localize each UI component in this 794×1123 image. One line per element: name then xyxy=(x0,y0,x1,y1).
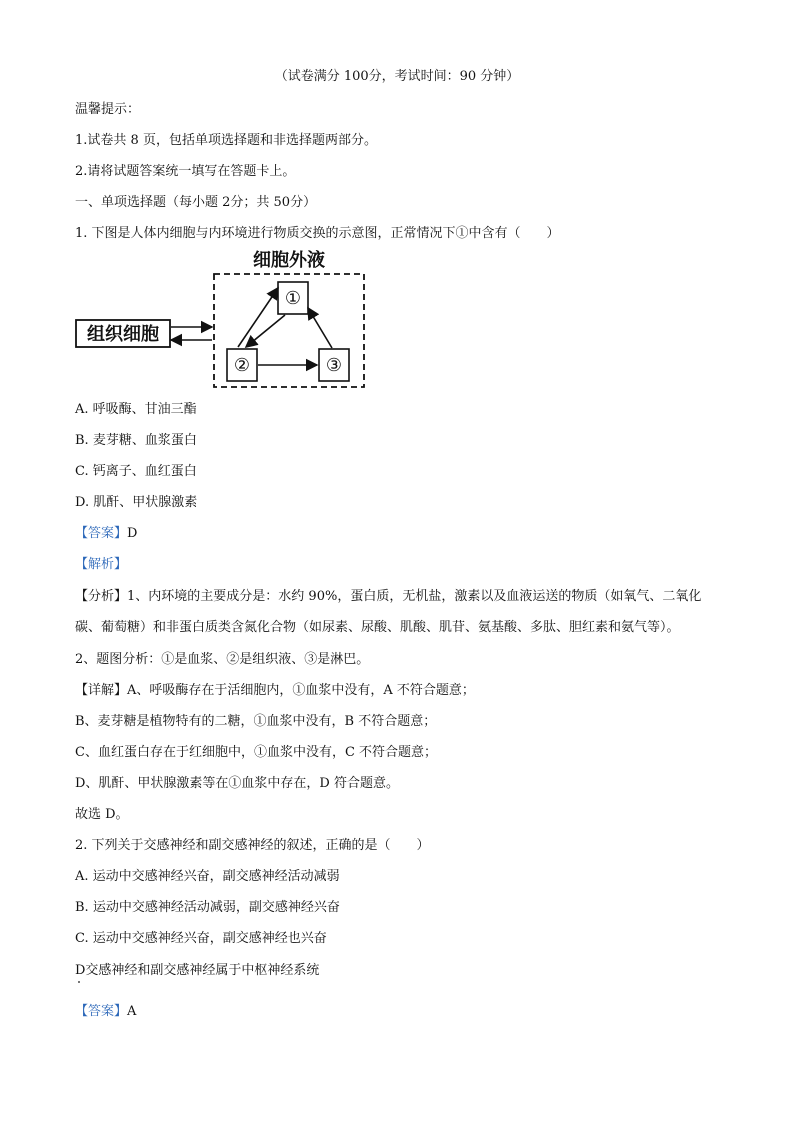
arrow-1-to-2 xyxy=(246,315,285,347)
node-1-label: ① xyxy=(284,288,302,309)
answer-value: D xyxy=(127,526,138,541)
q1-detail-a xyxy=(75,682,475,700)
q1-answer xyxy=(75,525,137,543)
q1-figure-analysis: 2、题图分析：①是血浆、②是组织液、③是淋巴。 xyxy=(75,652,370,667)
answer-tag: 【答案】 xyxy=(75,1004,128,1019)
q2-option-c: C. 运动中交感神经兴奋，副交感神经也兴奋 xyxy=(75,931,327,946)
exam-info: （试卷满分 100分，考试时间：90 分钟） xyxy=(274,69,520,84)
tip-item: 1.试卷共 8 页，包括单项选择题和非选择题两部分。 xyxy=(75,133,377,148)
tips-heading: 温馨提示： xyxy=(75,102,141,117)
fenxi-tag: 【分析】 xyxy=(75,589,128,604)
q1-fenxi xyxy=(75,581,725,643)
q2-stem: 2. 下列关于交感神经和副交感神经的叙述，正确的是（ ） xyxy=(75,838,430,853)
q1-option-c: C. 钙离子、血红蛋白 xyxy=(75,464,197,479)
q1-option-d: D. 肌酐、甲状腺激素 xyxy=(75,495,198,510)
q1-analysis-tag xyxy=(75,556,127,574)
q2-option-b: B. 运动中交感神经活动减弱，副交感神经兴奋 xyxy=(75,900,340,915)
answer-tag: 【答案】 xyxy=(75,526,128,541)
q2-answer xyxy=(75,1003,136,1021)
arrow-3-to-1 xyxy=(308,308,332,348)
section-title: 一、单项选择题（每小题 2分；共 50分） xyxy=(75,195,317,210)
q2-option-d: D交感神经和副交感神经属于中枢神经系统 xyxy=(75,963,320,978)
detail-a-text: A、呼吸酶存在于活细胞内，①血浆中没有，A 不符合题意； xyxy=(127,683,475,698)
tissue-cell-label: 组织细胞 xyxy=(87,324,159,345)
q1-stem: 1. 下图是人体内细胞与内环境进行物质交换的示意图，正常情况下①中含有（ ） xyxy=(75,226,560,241)
analysis-tag: 【解析】 xyxy=(75,557,128,572)
node-3-label: ③ xyxy=(325,355,343,376)
fenxi-text: 1、内环境的主要成分是：水约 90%，蛋白质，无机盐，激素以及血液运送的物质（如氧气、二氧化碳、葡萄糖）和非蛋白质类含氮化合物（如尿素、尿酸、肌酸、肌苷、氨基酸、多肽、胆红素和氨气等）。 xyxy=(75,589,702,635)
exchange-diagram xyxy=(74,244,374,392)
detail-tag: 【详解】 xyxy=(75,683,128,698)
q1-conclusion: 故选 D。 xyxy=(75,807,129,822)
q1-detail-d: D、肌酐、甲状腺激素等在①血浆中存在，D 符合题意。 xyxy=(75,776,399,791)
stray-dot xyxy=(78,981,80,983)
node-2-label: ② xyxy=(233,355,251,376)
q1-detail-c: C、血红蛋白存在于红细胞中，①血浆中没有，C 不符合题意； xyxy=(75,745,438,760)
answer-value: A xyxy=(127,1004,137,1019)
tip-item: 2.请将试题答案统一填写在答题卡上。 xyxy=(75,164,296,179)
q2-option-a: A. 运动中交感神经兴奋，副交感神经活动减弱 xyxy=(75,869,340,884)
diagram-outer-label: 细胞外液 xyxy=(253,250,325,271)
q1-option-b: B. 麦芽糖、血浆蛋白 xyxy=(75,433,197,448)
q1-detail-b: B、麦芽糖是植物特有的二糖，①血浆中没有，B 不符合题意； xyxy=(75,714,437,729)
q1-option-a: A. 呼吸酶、甘油三酯 xyxy=(75,402,197,417)
